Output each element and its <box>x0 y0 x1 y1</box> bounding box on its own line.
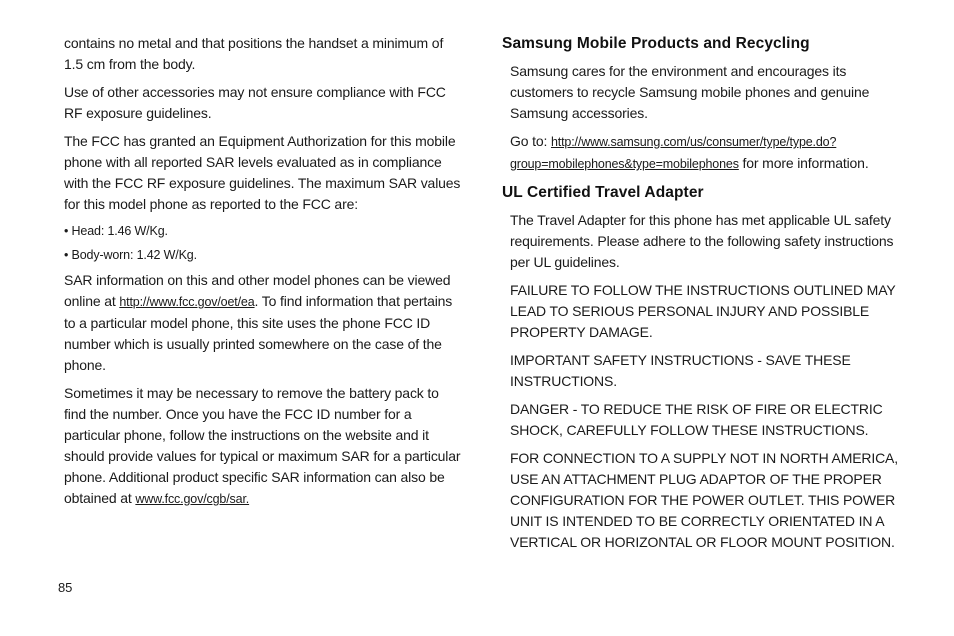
sar-info-text-after: . To find information that pertains to a particular model phone, this site uses the phone FCC ID number which is usually printed somewhere on the case of the phone. <box>64 293 453 373</box>
paragraph-body-distance: contains no metal and that positions the handset a minimum of 1.5 cm from the body. <box>64 35 444 72</box>
left-column <box>64 33 464 517</box>
battery-text-before: Sometimes it may be necessary to remove the battery pack to find the number. Once you have the FCC ID number for a particular phone, follow the instructions on the website and it should provide values for typical or maximum SAR for a particular phone. Additional product specific SAR information can also be obtained at <box>64 385 461 506</box>
paragraph-sar-info <box>64 270 464 376</box>
right-column <box>502 33 910 560</box>
heading-ul-adapter: UL Certified Travel Adapter <box>502 184 704 201</box>
paragraph-goto <box>502 131 910 175</box>
paragraph-failure-warning: FAILURE TO FOLLOW THE INSTRUCTIONS OUTLINED MAY LEAD TO SERIOUS PERSONAL INJURY AND POSSIBLE PROPERTY DAMAGE. <box>510 282 896 340</box>
bullet-head-sar: • Head: 1.46 W/Kg. <box>64 224 168 238</box>
paragraph-ul-requirements: The Travel Adapter for this phone has met applicable UL safety requirements. Please adhere to the following safety instructions per UL guidelines. <box>510 212 894 270</box>
fcc-cgb-sar-link[interactable]: www.fcc.gov/cgb/sar. <box>135 492 250 506</box>
fcc-oet-link[interactable]: http://www.fcc.gov/oet/ea <box>119 295 255 309</box>
paragraph-connection: FOR CONNECTION TO A SUPPLY NOT IN NORTH AMERICA, USE AN ATTACHMENT PLUG ADAPTOR OF THE PROPER CONFIGURATION FOR THE POWER OUTLET. THIS POWER UNIT IS INTENDED TO BE CORRECTLY ORIENTATED IN A VERTICAL OR HORIZONTAL OR FLOOR MOUNT POSITION. <box>510 450 898 550</box>
sar-info-text-before: SAR information on this and other model phones can be viewed online at <box>64 272 451 309</box>
samsung-recycling-link[interactable]: http://www.samsung.com/us/consumer/type/type.do?group=mobilephones&type=mobilephones <box>510 135 837 171</box>
goto-text-before: Go to: <box>510 133 551 149</box>
paragraph-fcc-authorization: The FCC has granted an Equipment Authorization for this mobile phone with all reported SAR levels evaluated as in compliance with the FCC RF exposure guidelines. The maximum SAR values for this model phone as reported to the FCC are: <box>64 133 461 212</box>
heading-recycling: Samsung Mobile Products and Recycling <box>502 35 810 52</box>
page-number: 85 <box>58 580 73 595</box>
goto-text-after: for more information. <box>738 155 869 171</box>
paragraph-battery-removal <box>64 383 464 510</box>
paragraph-recycling: Samsung cares for the environment and encourages its customers to recycle Samsung mobile phones and genuine Samsung accessories. <box>510 63 870 121</box>
bullet-body-worn-sar: • Body-worn: 1.42 W/Kg. <box>64 248 197 262</box>
paragraph-danger: DANGER - TO REDUCE THE RISK OF FIRE OR ELECTRIC SHOCK, CAREFULLY FOLLOW THESE INSTRUCTIONS. <box>510 401 883 438</box>
paragraph-save-instructions: IMPORTANT SAFETY INSTRUCTIONS - SAVE THESE INSTRUCTIONS. <box>510 352 851 389</box>
paragraph-accessories: Use of other accessories may not ensure compliance with FCC RF exposure guidelines. <box>64 84 446 121</box>
